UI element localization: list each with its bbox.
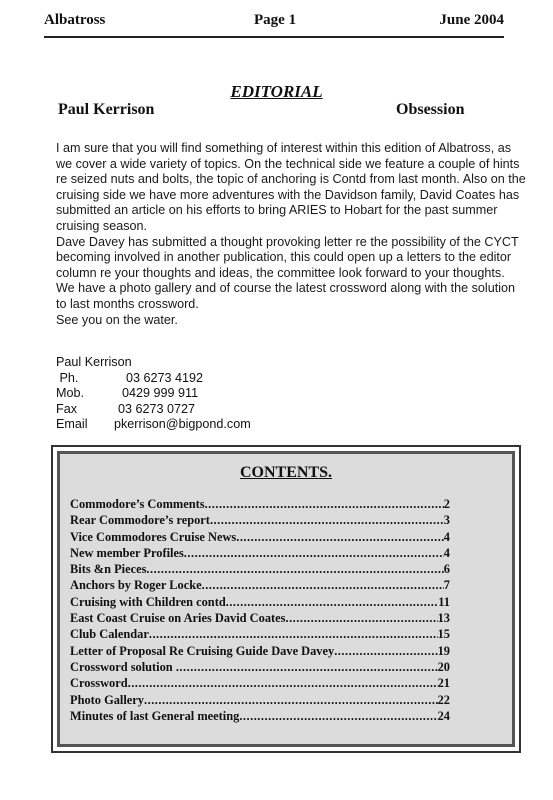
toc-item-page: 4 xyxy=(443,545,450,560)
toc-leader xyxy=(128,675,438,691)
contents-box xyxy=(51,445,521,753)
toc-item-page: 6 xyxy=(443,562,450,577)
contact-row-fax xyxy=(56,402,356,418)
toc-item-title: Cruising with Children contd xyxy=(70,594,226,609)
toc-item xyxy=(70,610,450,626)
toc-item-page: 22 xyxy=(437,692,450,707)
toc-leader xyxy=(176,659,438,675)
contents-panel xyxy=(57,451,515,747)
toc-leader xyxy=(285,610,437,626)
toc-item-page: 4 xyxy=(443,529,450,544)
toc-item-page: 11 xyxy=(438,594,450,609)
newsletter-title: Albatross xyxy=(44,12,106,28)
contact-value: 03 6273 0727 xyxy=(118,401,196,416)
contact-value: 0429 999 911 xyxy=(122,386,199,401)
toc-item xyxy=(70,561,450,577)
toc-item-page: 13 xyxy=(437,611,450,626)
toc-item-title: Club Calendar xyxy=(70,627,149,642)
toc-leader xyxy=(202,577,444,593)
paragraph: I am sure that you will find something of interest within this edition of Albatross, as we cover a wide variety of topics. On the technical side we feature a couple of hints re seized nuts and bolts, the topic of anchoring is Contd from last month. Also on the cruising side we have more adventures with the Davidson family, David Coates has submitted an article on his efforts to bring ARIES to Hobart for the past summer cruising season. xyxy=(56,141,526,233)
contact-row-email xyxy=(56,417,356,433)
issue-date: June 2004 xyxy=(439,12,504,28)
toc-leader xyxy=(226,594,439,610)
toc-item xyxy=(70,692,450,708)
toc-item xyxy=(70,708,450,724)
toc-leader xyxy=(236,529,444,545)
contents-title: CONTENTS. xyxy=(239,464,333,481)
toc-item-title: Photo Gallery xyxy=(70,692,144,707)
contact-block xyxy=(56,355,356,433)
toc-item-page: 20 xyxy=(437,659,450,674)
toc-leader xyxy=(184,545,444,561)
toc-item-page: 19 xyxy=(437,643,450,658)
toc-item xyxy=(70,529,450,545)
paragraph: Dave Davey has submitted a thought provoking letter re the possibility of the CYCT becoming involved in another publication, this could open up a letters to the editor column re your thoughts and ideas, the committee look forward to your thoughts. xyxy=(56,234,519,280)
toc-item-title: Letter of Proposal Re Cruising Guide Dave Davey xyxy=(70,643,335,658)
editorial-heading: EDITORIAL xyxy=(230,82,323,101)
contents-list xyxy=(70,496,450,724)
contact-label: Ph. xyxy=(56,370,79,385)
toc-leader xyxy=(210,512,444,528)
page-header xyxy=(44,10,504,38)
toc-leader xyxy=(149,626,438,642)
toc-item xyxy=(70,675,450,691)
toc-leader xyxy=(239,708,437,724)
toc-item-title: East Coast Cruise on Aries David Coates xyxy=(70,611,286,626)
toc-item-title: New member Profiles xyxy=(70,545,184,560)
toc-item-page: 3 xyxy=(443,513,450,528)
toc-item-page: 15 xyxy=(437,627,450,642)
toc-item xyxy=(70,643,450,659)
contact-label: Fax xyxy=(56,401,77,416)
page-number: Page 1 xyxy=(254,12,297,28)
toc-item xyxy=(70,512,450,528)
toc-item-page: 7 xyxy=(443,578,450,593)
toc-item-page: 24 xyxy=(437,708,450,723)
contact-row-phone xyxy=(56,371,356,387)
toc-leader xyxy=(334,643,437,659)
toc-item-title: Minutes of last General meeting xyxy=(70,708,240,723)
toc-item-page: 2 xyxy=(443,497,450,511)
toc-item-title: Rear Commodore’s report xyxy=(70,513,210,528)
toc-item xyxy=(70,626,450,642)
contact-label: Email xyxy=(56,417,88,432)
toc-item xyxy=(70,496,450,512)
contact-label: Mob. xyxy=(56,386,84,401)
contact-value: 03 6273 4192 xyxy=(126,370,204,385)
toc-item-title: Anchors by Roger Locke xyxy=(70,578,202,593)
contact-row-mobile xyxy=(56,386,356,402)
toc-leader xyxy=(205,496,444,512)
editorial-body xyxy=(56,141,526,328)
editorial-author: Paul Kerrison xyxy=(58,101,155,118)
toc-item xyxy=(70,659,450,675)
toc-item-page: 21 xyxy=(437,676,450,691)
toc-item xyxy=(70,577,450,593)
toc-leader xyxy=(146,561,443,577)
toc-leader xyxy=(144,692,438,708)
toc-item-title: Bits &n Pieces xyxy=(70,562,147,577)
toc-item xyxy=(70,594,450,610)
editorial-topic: Obsession xyxy=(396,101,465,118)
toc-item-title: Commodore’s Comments xyxy=(70,497,205,511)
paragraph: We have a photo gallery and of course the latest crossword along with the solution to last months crossword. xyxy=(56,281,516,311)
toc-item-title: Vice Commodores Cruise News xyxy=(70,529,237,544)
toc-item-title: Crossword solution xyxy=(70,659,176,674)
paragraph: See you on the water. xyxy=(56,312,178,327)
toc-item xyxy=(70,545,450,561)
contact-name: Paul Kerrison xyxy=(56,355,132,369)
contact-email: pkerrison@bigpond.com xyxy=(114,417,251,432)
toc-item-title: Crossword xyxy=(70,676,128,691)
